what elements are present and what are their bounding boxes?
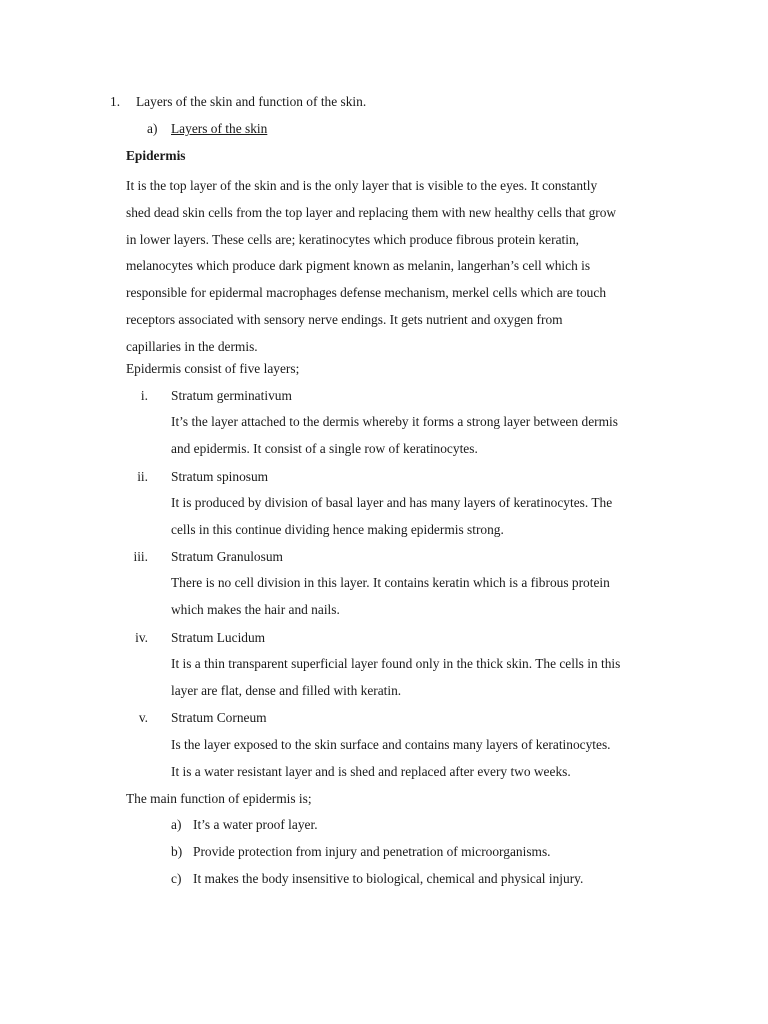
layer-name: Stratum spinosum <box>171 469 269 484</box>
layer-description <box>171 490 612 544</box>
layer-name: Stratum germinativum <box>171 388 292 403</box>
paragraph-line: It is the top layer of the skin and is the only layer that is visible to the eyes. It constantly <box>126 178 598 193</box>
layer-description-line: Is the layer exposed to the skin surface and contains many layers of keratinocytes. <box>171 737 611 752</box>
subheading-text: Layers of the skin <box>171 121 268 136</box>
layer-description-line: It is a thin transparent superficial layer found only in the thick skin. The cells in this <box>171 656 621 671</box>
function-item-text: It’s a water proof layer. <box>193 817 318 832</box>
layer-description <box>171 409 618 463</box>
layer-numeral: v. <box>138 710 148 725</box>
subheading-marker: a) <box>147 121 158 136</box>
layer-name: Stratum Granulosum <box>171 549 283 564</box>
layer-name: Stratum Lucidum <box>171 630 266 645</box>
section-title-epidermis: Epidermis <box>126 148 186 163</box>
function-item-marker: a) <box>171 817 182 832</box>
layer-description-line: cells in this continue dividing hence making epidermis strong. <box>171 521 504 537</box>
heading-number: 1. <box>110 94 121 109</box>
layer-description-line: It is produced by division of basal layer and has many layers of keratinocytes. The <box>171 495 613 510</box>
layer-description-line: It is a water resistant layer and is shed and replaced after every two weeks. <box>171 763 571 779</box>
function-item-text: Provide protection from injury and penetration of microorganisms. <box>193 844 551 859</box>
layer-name: Stratum Corneum <box>171 710 267 725</box>
epidermis-consist-text: Epidermis consist of five layers; <box>126 361 300 376</box>
main-function-intro: The main function of epidermis is; <box>126 791 312 806</box>
layer-numeral: iv. <box>135 630 148 645</box>
epidermis-paragraph <box>126 173 616 361</box>
function-item-marker: b) <box>171 844 183 859</box>
paragraph-line: shed dead skin cells from the top layer and replacing them with new healthy cells that grow <box>126 204 617 220</box>
layer-numeral: ii. <box>137 469 148 484</box>
layer-description <box>171 732 611 786</box>
paragraph-line: melanocytes which produce dark pigment known as melanin, langerhan’s cell which is <box>126 258 591 274</box>
layer-description-line: It’s the layer attached to the dermis whereby it forms a strong layer between dermis <box>171 414 618 429</box>
paragraph-line: capillaries in the dermis. <box>126 338 258 354</box>
paragraph-line: receptors associated with sensory nerve endings. It gets nutrient and oxygen from <box>126 311 563 327</box>
layer-description <box>171 570 610 624</box>
layer-description-line: There is no cell division in this layer. It contains keratin which is a fibrous protein <box>171 575 610 590</box>
function-item-text: It makes the body insensitive to biological, chemical and physical injury. <box>193 871 584 886</box>
layer-description-line: and epidermis. It consist of a single row of keratinocytes. <box>171 440 478 456</box>
layer-numeral: i. <box>140 388 148 403</box>
layer-description-line: layer are flat, dense and filled with keratin. <box>171 682 402 698</box>
layer-description-line: which makes the hair and nails. <box>171 601 340 617</box>
paragraph-line: in lower layers. These cells are; keratinocytes which produce fibrous protein keratin, <box>126 231 580 247</box>
function-item-marker: c) <box>171 871 182 886</box>
paragraph-line: responsible for epidermal macrophages defense mechanism, merkel cells which are touch <box>126 285 607 301</box>
layer-description <box>171 651 620 705</box>
layer-numeral: iii. <box>133 549 148 564</box>
heading-text: Layers of the skin and function of the skin. <box>136 94 367 109</box>
